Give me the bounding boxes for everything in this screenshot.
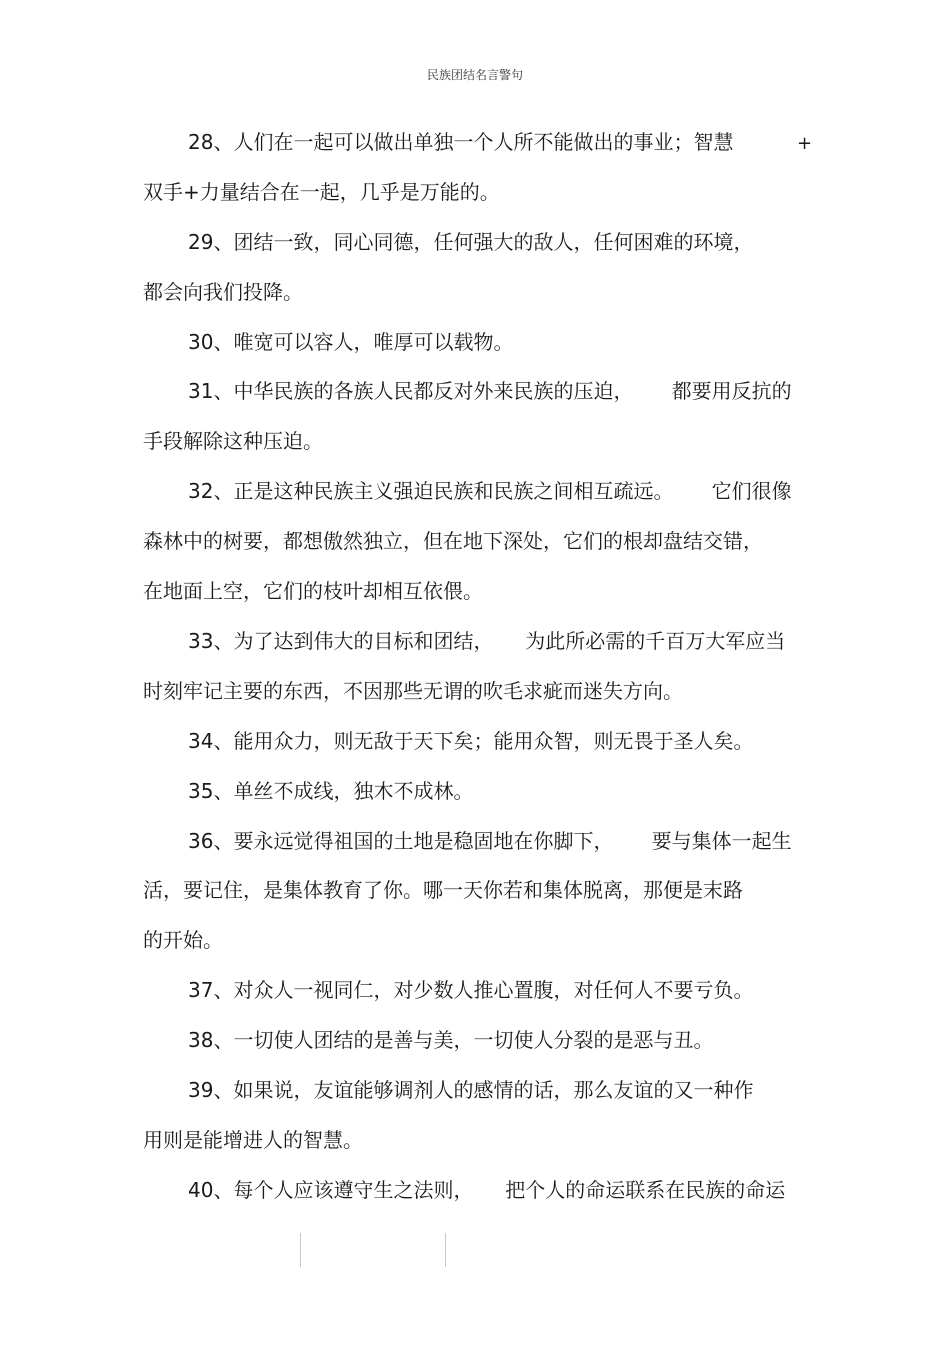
- page-header-title: 民族团结名言警句: [426, 68, 523, 82]
- footer-divider: [300, 1233, 301, 1267]
- text-line: 33、为了达到伟大的目标和团结， 为此所必需的千百万大军应当: [188, 629, 786, 653]
- text-line: 36、要永远觉得祖国的土地是稳固地在你脚下， 要与集体一起生: [188, 829, 792, 853]
- text-line: 39、如果说，友谊能够调剂人的感情的话，那么友谊的又一种作: [188, 1078, 754, 1102]
- text-line: 31、中华民族的各族人民都反对外来民族的压迫， 都要用反抗的: [188, 379, 792, 403]
- text-line: 32、正是这种民族主义强迫民族和民族之间相互疏远。 它们很像: [188, 479, 792, 503]
- text-line: 35、单丝不成线，独木不成林。: [188, 779, 474, 803]
- text-line: 在地面上空，它们的枝叶却相互依偎。: [143, 579, 483, 603]
- text-line: 双手+力量结合在一起，几乎是万能的。: [143, 180, 500, 204]
- text-line: 都会向我们投降。: [143, 280, 303, 304]
- plus-mark: +: [797, 133, 813, 154]
- text-line: 用则是能增进人的智慧。: [143, 1128, 363, 1152]
- text-line: 手段解除这种压迫。: [143, 429, 323, 453]
- text-line: 40、每个人应该遵守生之法则， 把个人的命运联系在民族的命运: [188, 1178, 786, 1202]
- text-line: 活，要记住，是集体教育了你。哪一天你若和集体脱离，那便是末路: [143, 878, 743, 902]
- text-line: 38、一切使人团结的是善与美，一切使人分裂的是恶与丑。: [188, 1028, 714, 1052]
- text-line: 34、能用众力，则无敌于天下矣；能用众智，则无畏于圣人矣。: [188, 729, 754, 753]
- text-line: 37、对众人一视同仁，对少数人推心置腹，对任何人不要亏负。: [188, 978, 754, 1002]
- text-line: 30、唯宽可以容人，唯厚可以载物。: [188, 330, 514, 354]
- footer-divider: [445, 1233, 446, 1267]
- text-line: 森林中的树要，都想傲然独立，但在地下深处，它们的根却盘结交错，: [143, 529, 763, 553]
- text-line: 29、团结一致，同心同德，任何强大的敌人，任何困难的环境，: [188, 230, 754, 254]
- text-line: 的开始。: [143, 928, 223, 952]
- text-line: 时刻牢记主要的东西，不因那些无谓的吹毛求疵而迷失方向。: [143, 679, 683, 703]
- text-line: 28、人们在一起可以做出单独一个人所不能做出的事业；智慧: [188, 130, 734, 154]
